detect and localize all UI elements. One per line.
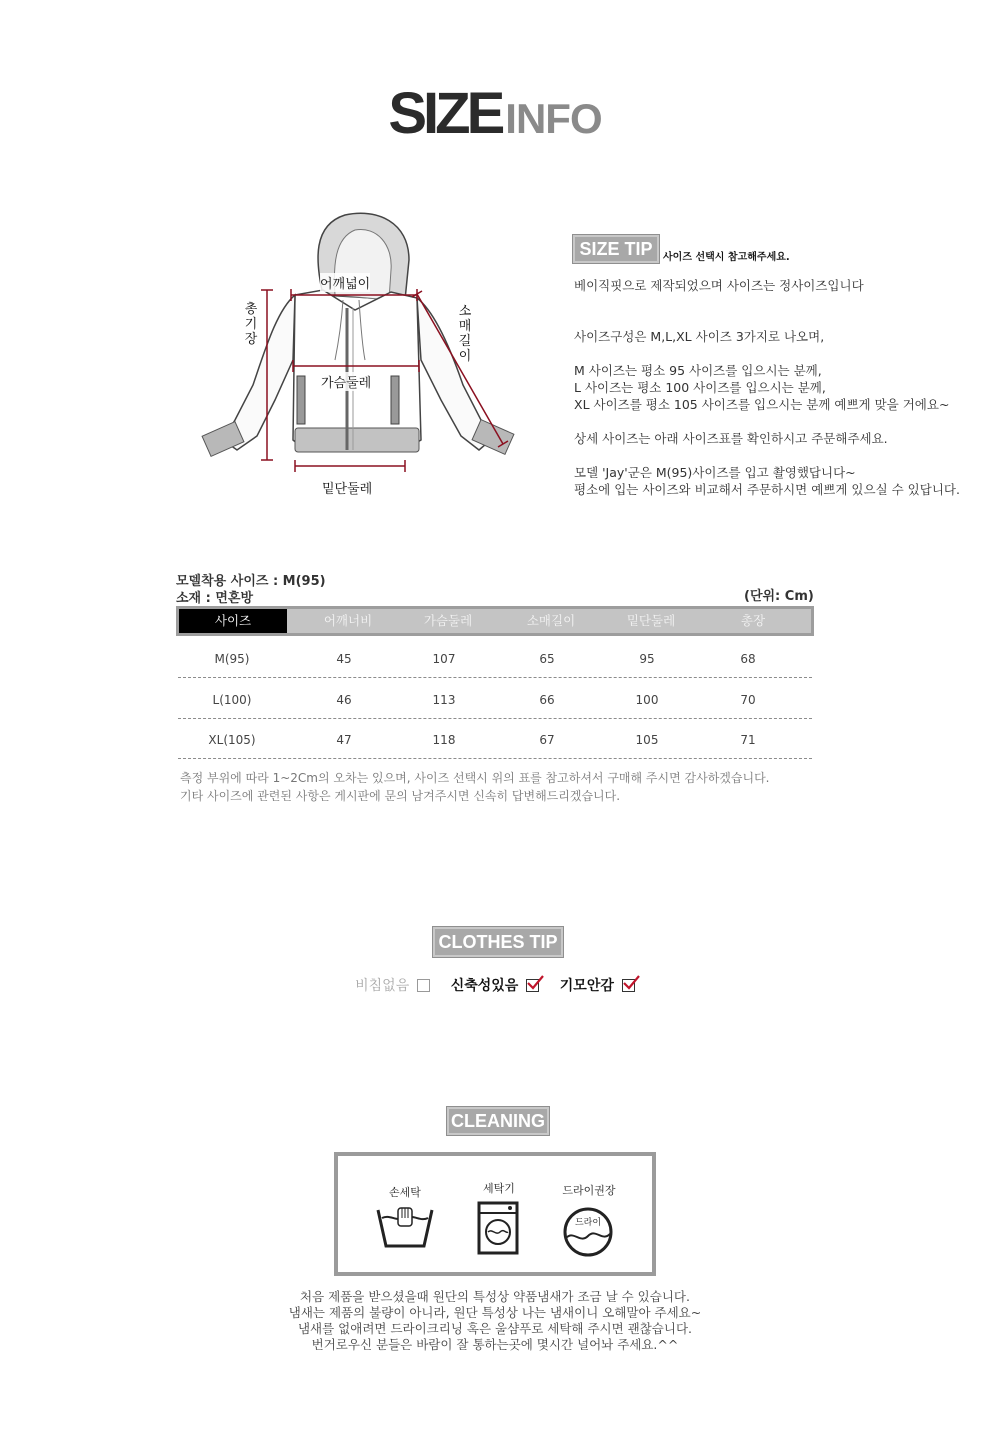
model-size: 모델착용 사이즈 : M(95) [176, 574, 326, 589]
page-title [0, 80, 990, 147]
washing-machine-label: 세탁기 [483, 1182, 515, 1195]
clothes-tip-item: 신축성있음 [451, 975, 540, 995]
clothes-tip-item: 기모안감 [560, 975, 635, 995]
table-cell: 118 [432, 733, 456, 747]
header-cell: 가슴둘레 [423, 613, 473, 628]
table-cell: XL(105) [208, 733, 256, 747]
table-cell: 67 [539, 733, 555, 747]
clothes-tip-badge: CLOTHES TIP [432, 926, 564, 958]
table-cell: 71 [740, 733, 756, 747]
header-cell: 밑단둘레 [626, 613, 676, 628]
clothes-tip-items [0, 975, 990, 995]
cleaning-icons-box [334, 1152, 656, 1276]
table-note: 기타 사이즈에 관련된 사항은 게시판에 문의 남겨주시면 신속히 답변해드리겠습니다. [180, 789, 621, 803]
table-cell: 95 [639, 652, 655, 666]
size-tip-line: 상세 사이즈는 아래 사이즈표를 확인하시고 주문해주세요. [574, 431, 888, 446]
table-cell: 46 [336, 693, 352, 707]
dry-clean-label: 드라이권장 [562, 1184, 616, 1197]
size-table-header [176, 606, 814, 636]
table-cell: L(100) [212, 693, 252, 707]
checkbox-checked-icon [526, 979, 539, 992]
size-tip-badge: SIZE TIP [572, 234, 660, 264]
table-cell: 107 [432, 652, 456, 666]
title-main: SIZE [388, 81, 502, 146]
table-row [178, 637, 812, 678]
size-tip-note: 사이즈 선택시 참고해주세요. [663, 252, 790, 263]
table-cell: M(95) [214, 652, 250, 666]
table-cell: 68 [740, 652, 756, 666]
header-cell: 어깨너비 [323, 613, 373, 628]
shoulder-label: 어깨넓이 [320, 273, 370, 292]
cleaning-note: 처음 제품을 받으셨을때 원단의 특성상 약품냄새가 조금 날 수 있습니다. [300, 1289, 690, 1304]
size-tip-line: M 사이즈는 평소 95 사이즈를 입으시는 분께, [574, 363, 822, 378]
material: 소재 : 면혼방 [176, 591, 254, 606]
jacket-illustration-icon [195, 200, 525, 500]
table-cell: 47 [336, 733, 352, 747]
table-note: 측정 부위에 따라 1~2Cm의 오차는 있으며, 사이즈 선택시 위의 표를 참고하셔서 구매해 주시면 감사하겠습니다. [180, 771, 770, 785]
table-row [178, 718, 812, 759]
header-cell: 총장 [740, 613, 766, 628]
cleaning-note: 냄새를 없애려면 드라이크리닝 혹은 울샴푸로 세탁해 주시면 괜찮습니다. [297, 1321, 693, 1336]
size-tip-line: 모델 'Jay'군은 M(95)사이즈를 입고 촬영했답니다~ [574, 465, 856, 480]
washing-machine-icon [476, 1200, 520, 1256]
table-cell: 70 [740, 693, 756, 707]
size-tip-line: L 사이즈는 평소 100 사이즈를 입으시는 분께, [574, 380, 826, 395]
table-cell: 66 [539, 693, 555, 707]
table-row [178, 678, 812, 719]
size-tip-line: 베이직핏으로 제작되었으며 사이즈는 정사이즈입니다 [574, 278, 864, 293]
table-cell: 113 [432, 693, 456, 707]
table-cell: 105 [635, 733, 659, 747]
length-label: 총 기 장 [244, 302, 258, 347]
clothes-tip-item: 비침없음 [355, 975, 430, 995]
size-tip-line: 평소에 입는 사이즈와 비교해서 주문하시면 예쁘게 있으실 수 있답니다. [574, 482, 960, 497]
unit-label: (단위: Cm) [744, 589, 814, 604]
title-sub: INFO [505, 95, 602, 142]
cleaning-note: 냄새는 제품의 불량이 아니라, 원단 특성상 나는 냄새이니 오해말아 주세요~ [288, 1305, 702, 1320]
jacket-diagram [195, 200, 525, 500]
hem-label: 밑단둘레 [322, 478, 372, 497]
header-cell: 사이즈 [179, 609, 287, 633]
header-cell: 소매길이 [526, 613, 576, 628]
checkbox-checked-icon [622, 979, 635, 992]
table-cell: 100 [635, 693, 659, 707]
cleaning-note: 번거로우신 분들은 바람이 잘 통하는곳에 몇시간 널어놔 주세요.^^ [311, 1337, 679, 1352]
sleeve-label: 소 매 길 이 [458, 304, 472, 364]
checkbox-empty-icon [417, 979, 430, 992]
cleaning-badge: CLEANING [446, 1106, 550, 1136]
dry-clean-inner-text: 드라이 [574, 1218, 602, 1228]
hand-wash-icon [374, 1204, 436, 1252]
table-cell: 45 [336, 652, 352, 666]
table-cell: 65 [539, 652, 555, 666]
size-tip-line: XL 사이즈를 평소 105 사이즈를 입으시는 분께 예쁘게 맞을 거에요~ [574, 397, 950, 412]
hand-wash-label: 손세탁 [389, 1186, 421, 1199]
dry-clean-icon [562, 1206, 614, 1258]
chest-label: 가슴둘레 [321, 372, 371, 391]
size-tip-line: 사이즈구성은 M,L,XL 사이즈 3가지로 나오며, [574, 329, 825, 344]
